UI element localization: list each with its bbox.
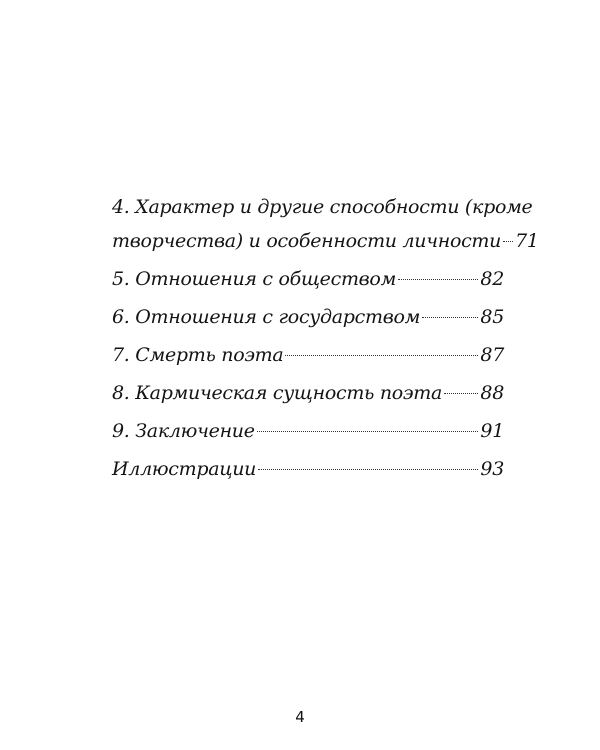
toc-entry-page: 93 — [480, 458, 504, 480]
toc-entry-title: 7. Смерть поэта — [112, 344, 284, 366]
toc-entry-7 — [112, 338, 504, 372]
toc-entry-title: творчества) и особенности личности — [112, 230, 502, 252]
toc-entry-4 — [112, 224, 539, 258]
toc-entry-page: 91 — [480, 420, 504, 442]
dot-leader — [257, 430, 479, 432]
toc-entry-5 — [112, 262, 504, 296]
dot-leader — [258, 468, 478, 470]
dot-leader — [444, 392, 478, 394]
toc-entry-illustrations — [112, 452, 504, 486]
dot-leader — [398, 278, 478, 280]
toc-entry-page: 87 — [480, 344, 504, 366]
toc-entry-page: 82 — [480, 268, 504, 290]
toc-entry-title: 4. Характер и другие способности (кроме — [112, 196, 533, 218]
table-of-contents — [112, 190, 539, 490]
toc-entry-8 — [112, 376, 504, 410]
dot-leader — [503, 240, 513, 242]
toc-entry-page: 88 — [480, 382, 504, 404]
toc-entry-4-line1 — [112, 190, 533, 224]
page-number: 4 — [295, 708, 305, 726]
toc-entry-9 — [112, 414, 504, 448]
toc-entry-6 — [112, 300, 504, 334]
toc-entry-title: 8. Кармическая сущность поэта — [112, 382, 442, 404]
toc-entry-title: 6. Отношения с государством — [112, 306, 421, 328]
toc-entry-title: 9. Заключение — [112, 420, 255, 442]
toc-entry-page: 71 — [515, 230, 539, 252]
toc-entry-title: 5. Отношения с обществом — [112, 268, 397, 290]
toc-entry-page: 85 — [480, 306, 504, 328]
dot-leader — [285, 354, 478, 356]
dot-leader — [422, 316, 478, 318]
toc-entry-title: Иллюстрации — [112, 458, 257, 480]
